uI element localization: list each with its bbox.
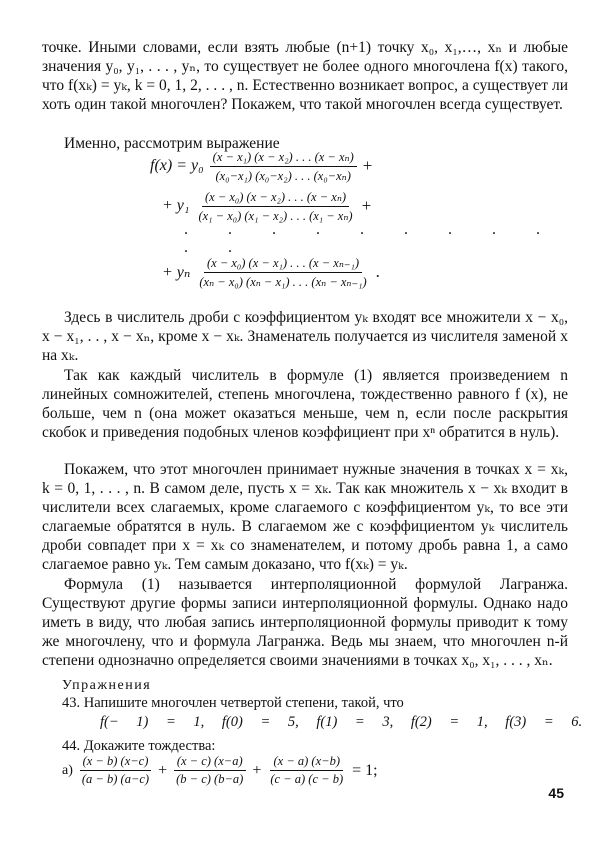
term-1-fraction bbox=[195, 189, 355, 224]
term-n-numerator: (x − x₀) (x − x₁) . . . (x − xₙ₋₁) bbox=[204, 255, 362, 273]
identity-label: а) bbox=[62, 762, 73, 778]
page-number: 45 bbox=[548, 785, 564, 801]
fraction-1-denominator: (a − b) (a−c) bbox=[81, 772, 150, 786]
term-1-plus: + bbox=[361, 196, 372, 215]
formula-term-n bbox=[150, 252, 580, 292]
term-0-numerator: (x − x₁) (x − x₂) . . . (x − xₙ) bbox=[210, 149, 357, 167]
paragraph-numerator: Здесь в числитель дроби с коэффициентом yₖ входят все множители x − x₀, x − x₁, . . , x − xₙ, кроме x − xₖ. Знаменатель получается из числителя заменой x на xₖ. bbox=[42, 308, 568, 364]
identity-a bbox=[62, 754, 378, 787]
term-1-denominator: (x₁ − x₀) (x₁ − x₂) . . . (x₁ − xₙ) bbox=[198, 208, 353, 223]
term-0-denominator: (x₀−x₁) (x₀−x₂) . . . (x₀−xₙ) bbox=[215, 168, 351, 183]
fraction-1-numerator: (x − b) (x−c) bbox=[80, 754, 152, 771]
formula-term-0 bbox=[150, 146, 580, 186]
paragraph-consider: Именно, рассмотрим выражение bbox=[64, 134, 280, 152]
exercise-44: 44. Докажите тождества: bbox=[62, 738, 216, 754]
identity-result: = 1; bbox=[352, 761, 378, 779]
fraction-3-numerator: (x − a) (x−b) bbox=[270, 754, 343, 771]
paragraph-degree: Так как каждый числитель в формуле (1) является произведением n линейных сомножителей, степень многочлена, тождественно равного f (x), не больше, чем n (она может оказаться меньше, чем n, если после раскрытия скобок и приведения подобных членов коэффициент при xⁿ обратится в нуль). bbox=[42, 366, 568, 441]
paragraph-uniqueness: точке. Иными словами, если взять любые (n+1) точку x₀, x₁,…, xₙ и любые значения y₀, y₁, . . . , yₙ, то существует не более одного многочлена f(x) такого, что f(xₖ) = yₖ, k = 0, 1, 2, . . . , n. Естественно возникает вопрос, а существует ли хоть один такой многочлен? Покажем, что такой многочлен всегда существует. bbox=[42, 38, 568, 113]
term-n-period: . bbox=[375, 262, 380, 281]
identity-fraction-3 bbox=[267, 754, 346, 787]
formula-dots bbox=[150, 221, 580, 256]
ellipsis-dots: . . . . . . . . . . . bbox=[184, 221, 558, 256]
exercises-heading: Упражнения bbox=[62, 678, 152, 693]
term-0-fraction bbox=[210, 149, 357, 184]
term-n-lead: + yₙ bbox=[162, 264, 191, 281]
identity-fraction-2 bbox=[173, 754, 246, 787]
fraction-2-denominator: (b − c) (b−a) bbox=[176, 772, 244, 786]
term-1-lead: + y₁ bbox=[162, 197, 190, 214]
formula-term-1 bbox=[150, 186, 580, 226]
lagrange-formula bbox=[150, 146, 580, 292]
paragraph-values: Покажем, что этот многочлен принимает нужные значения в точках x = xₖ, k = 0, 1, . . . , n. В самом деле, пусть x = xₖ. Так как множитель x − xₖ входит в числители всех слагаемых, кроме слагаемого с коэффициентом yₖ, то все эти слагаемые обратятся в нуль. В слагаемом же с коэффициентом yₖ числитель дроби совпадет при x = xₖ со знаменателем, и потому дробь равна 1, а само слагаемое равно yₖ. Тем самым доказано, что f(xₖ) = yₖ. bbox=[42, 460, 568, 573]
plus-sign-1: + bbox=[158, 761, 168, 779]
fraction-3-denominator: (c − a) (c − b) bbox=[270, 772, 344, 786]
plus-sign-2: + bbox=[252, 761, 262, 779]
exercise-43-values: f(− 1) = 1, f(0) = 5, f(1) = 3, f(2) = 1, f(3) = 6. bbox=[100, 714, 583, 730]
term-0-lead: f(x) = y₀ bbox=[150, 157, 204, 174]
term-1-numerator: (x − x₀) (x − x₂) . . . (x − xₙ) bbox=[202, 189, 349, 207]
identity-fraction-1 bbox=[79, 754, 152, 787]
paragraph-lagrange: Формула (1) называется интерполяционной формулой Лагранжа. Существуют другие формы записи интерполяционной формулы. Однако надо иметь в виду, что любая запись интерполяционной формулы приводит к тому же многочлену, что и формула Лагранжа. Ведь мы знаем, что многочлен n-й степени однозначно определяется своими значениями в точках x₀, x₁, . . . , xₙ. bbox=[42, 575, 568, 669]
term-0-plus: + bbox=[362, 156, 373, 175]
term-n-denominator: (xₙ − x₀) (xₙ − x₁) . . . (xₙ − xₙ₋₁) bbox=[199, 274, 367, 289]
exercise-43: 43. Напишите многочлен четвертой степени, такой, что bbox=[62, 695, 404, 711]
fraction-2-numerator: (x − c) (x−a) bbox=[174, 754, 246, 771]
term-n-fraction bbox=[196, 255, 369, 290]
